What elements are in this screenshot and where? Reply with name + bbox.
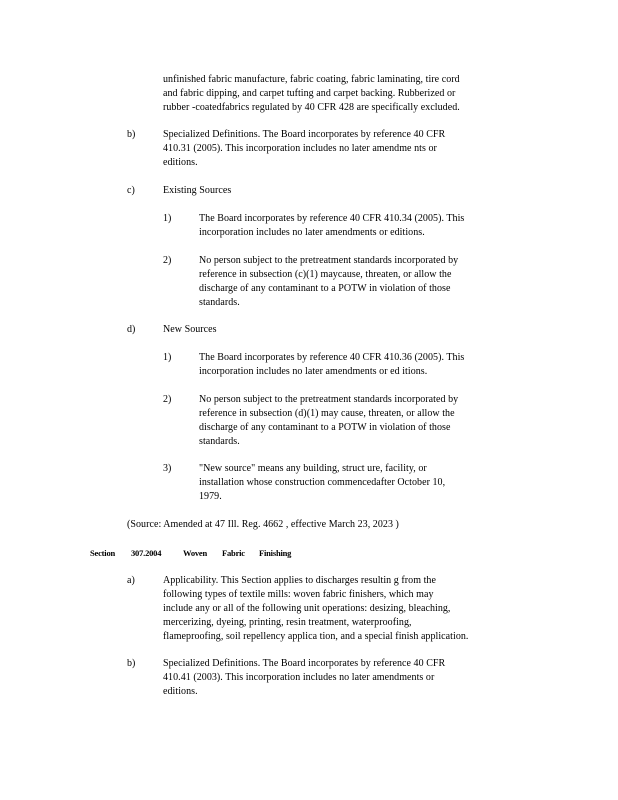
text-line: incorporation includes no later amendments or editions. xyxy=(199,227,425,238)
text-line: installation whose construction commencedafter October 10, xyxy=(199,477,446,488)
text-line: incorporation includes no later amendments or ed itions. xyxy=(199,366,428,377)
item-label: c) xyxy=(127,185,135,196)
item-label: 2) xyxy=(163,394,172,405)
text-line: Specialized Definitions. The Board incorporates by reference 40 CFR xyxy=(163,658,446,669)
text-line: 410.41 (2003). This incorporation includes no later amendments or xyxy=(163,672,435,683)
text-line: reference in subsection (d)(1) may cause, threaten, or allow the xyxy=(199,408,455,419)
text-line: editions. xyxy=(163,686,198,697)
text-line: include any or all of the following unit operations: desizing, bleaching, xyxy=(163,603,451,614)
item-label: b) xyxy=(127,129,136,140)
text-line: 410.31 (2005). This incorporation includes no later amendme nts or xyxy=(163,143,437,154)
text-line: standards. xyxy=(199,436,240,447)
subsection-heading: Existing Sources xyxy=(163,185,232,196)
item-label: 2) xyxy=(163,255,172,266)
text-line: Specialized Definitions. The Board incorporates by reference 40 CFR xyxy=(163,129,446,140)
text-line: rubber -coatedfabrics regulated by 40 CFR 428 are specifically excluded. xyxy=(163,102,460,113)
item-label: 1) xyxy=(163,213,172,224)
text-line: The Board incorporates by reference 40 CFR 410.34 (2005). This xyxy=(199,213,465,224)
section-title-word: Woven xyxy=(183,548,208,558)
item-label: 1) xyxy=(163,352,172,363)
item-label: d) xyxy=(127,324,136,335)
section-title-word: Fabric xyxy=(222,548,245,558)
subsection-heading: New Sources xyxy=(163,324,217,335)
text-line: standards. xyxy=(199,297,240,308)
item-label: b) xyxy=(127,658,136,669)
text-line: The Board incorporates by reference 40 CFR 410.36 (2005). This xyxy=(199,352,465,363)
text-line: 1979. xyxy=(199,491,222,502)
text-line: unfinished fabric manufacture, fabric coating, fabric laminating, tire cord xyxy=(163,74,460,85)
text-line: mercerizing, dyeing, printing, resin treatment, waterproofing, xyxy=(163,617,412,628)
text-line: No person subject to the pretreatment standards incorporated by xyxy=(199,394,459,405)
text-line: editions. xyxy=(163,157,198,168)
text-line: discharge of any contaminant to a POTW in violation of those xyxy=(199,283,451,294)
item-label: 3) xyxy=(163,463,172,474)
text-line: and fabric dipping, and carpet tufting and carpet backing. Rubberized or xyxy=(163,88,456,99)
source-note: (Source: Amended at 47 Ill. Reg. 4662 , effective March 23, 2023 ) xyxy=(127,519,399,530)
text-line: reference in subsection (c)(1) maycause, threaten, or allow the xyxy=(199,269,452,280)
text-line: "New source" means any building, struct ure, facility, or xyxy=(199,463,427,474)
section-label: Section xyxy=(90,548,116,558)
section-number: 307.2004 xyxy=(131,548,162,558)
text-line: discharge of any contaminant to a POTW in violation of those xyxy=(199,422,451,433)
text-line: Applicability. This Section applies to discharges resultin g from the xyxy=(163,575,436,586)
section-title-word: Finishing xyxy=(259,548,292,558)
text-line: following types of textile mills: woven fabric finishers, which may xyxy=(163,589,434,600)
text-line: flameproofing, soil repellency applica tion, and a special finish application. xyxy=(163,631,469,642)
item-label: a) xyxy=(127,575,135,586)
text-line: No person subject to the pretreatment standards incorporated by xyxy=(199,255,459,266)
